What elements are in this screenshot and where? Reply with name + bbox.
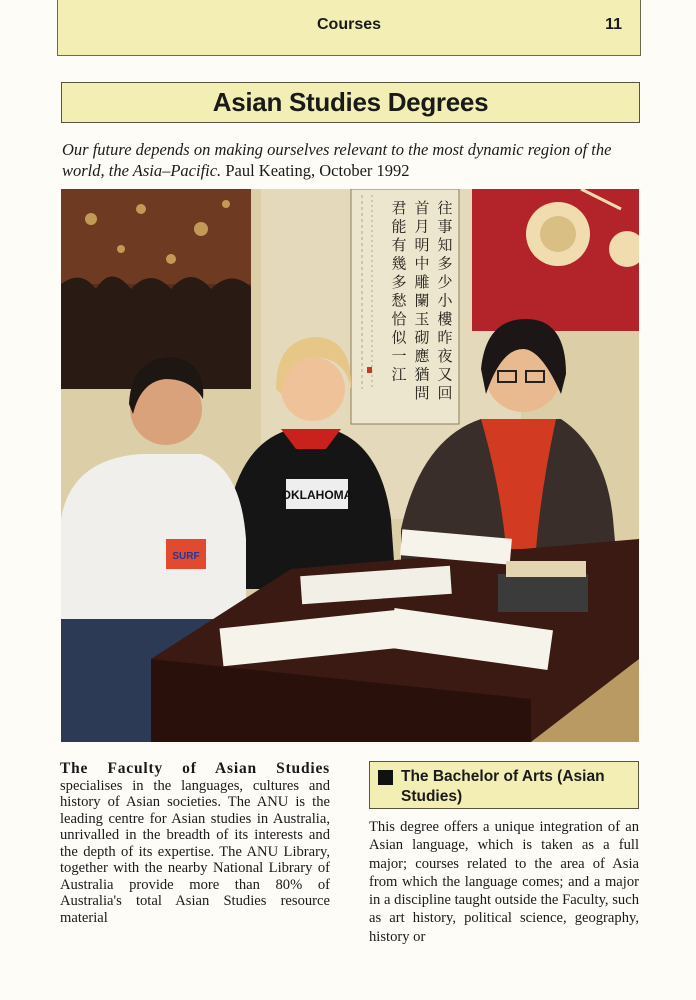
scroll-character: 君 (391, 201, 407, 217)
scroll-character: 首 (414, 201, 430, 217)
photo-illustration (61, 189, 639, 742)
scroll-character: 有 (391, 238, 407, 254)
scroll-character: 知 (437, 238, 453, 254)
title-banner (61, 82, 640, 123)
section-title: Courses (316, 16, 382, 33)
scroll-character: 江 (391, 367, 407, 384)
scroll-character: 中 (414, 256, 430, 273)
scroll-character: 樓 (437, 312, 453, 328)
red-wall-panel (472, 189, 639, 331)
scroll-character: 似 (391, 330, 407, 347)
scroll-character: 明 (414, 238, 430, 254)
scroll-character: 闌 (414, 293, 430, 310)
scroll-character: 雕 (414, 275, 430, 291)
scroll-character: 幾 (391, 256, 407, 273)
faculty-text: specialises in the languages, cultures and history of Asian societies. The ANU is the leading centre for Asian studies in Australia, unrivalled in the breadth of its interests and the depth of its expertise. The ANU Library, together with the nearby National Library of Australia provide more than 80% of Australia's total Asian Studies resource material (60, 777, 330, 926)
square-bullet-icon (378, 770, 393, 785)
scroll-character: 恰 (391, 312, 407, 328)
ba-heading-box (369, 761, 639, 809)
running-header (57, 0, 641, 56)
scroll-character: 玉 (414, 312, 430, 328)
scroll-character: 昨 (437, 330, 453, 347)
scroll-character: 猶 (414, 367, 430, 384)
page-number: 11 (605, 16, 622, 33)
shirt-label: SURF (172, 551, 200, 562)
quote-attribution: Paul Keating, October 1992 (225, 161, 410, 180)
scroll-character: 應 (414, 349, 430, 365)
calligraphy-scroll (351, 189, 459, 424)
scroll-character: 少 (437, 275, 453, 291)
sweater-label: OKLAHOMA (281, 488, 353, 502)
scroll-character: 又 (437, 367, 453, 384)
ba-description: This degree offers a unique integration of an Asian language, which is taken as a full major; courses related to the area of Asia from which the language comes; and a major in a discipline taught outside the Faculty, such as art history, political science, geography, history or (369, 819, 639, 945)
faculty-lead: The Faculty of Asian Studies (60, 760, 330, 777)
ba-heading: The Bachelor of Arts (Asian Studies) (401, 768, 605, 805)
scroll-character: 愁 (391, 293, 407, 310)
scroll-character: 月 (414, 219, 430, 236)
faculty-description (60, 761, 330, 926)
epigraph (62, 139, 652, 181)
page-title: Asian Studies Degrees (212, 87, 489, 117)
scroll-character: 往 (437, 201, 453, 217)
batik-hanging (61, 189, 251, 389)
quote-text: Our future depends on making ourselves relevant to the most dynamic region of the world, the Asia–Pacific. (62, 140, 612, 180)
scroll-character: 砌 (414, 330, 430, 347)
scroll-character: 一 (391, 349, 407, 365)
scroll-character: 夜 (437, 349, 453, 365)
scroll-character: 小 (437, 293, 453, 310)
students-photo (61, 189, 639, 742)
scroll-character: 問 (414, 386, 430, 402)
scroll-character: 多 (437, 256, 453, 273)
scroll-character: 能 (391, 219, 407, 236)
scroll-character: 事 (437, 219, 453, 236)
scroll-character: 回 (437, 386, 453, 402)
scroll-characters (391, 200, 453, 402)
scroll-character: 多 (391, 275, 407, 291)
